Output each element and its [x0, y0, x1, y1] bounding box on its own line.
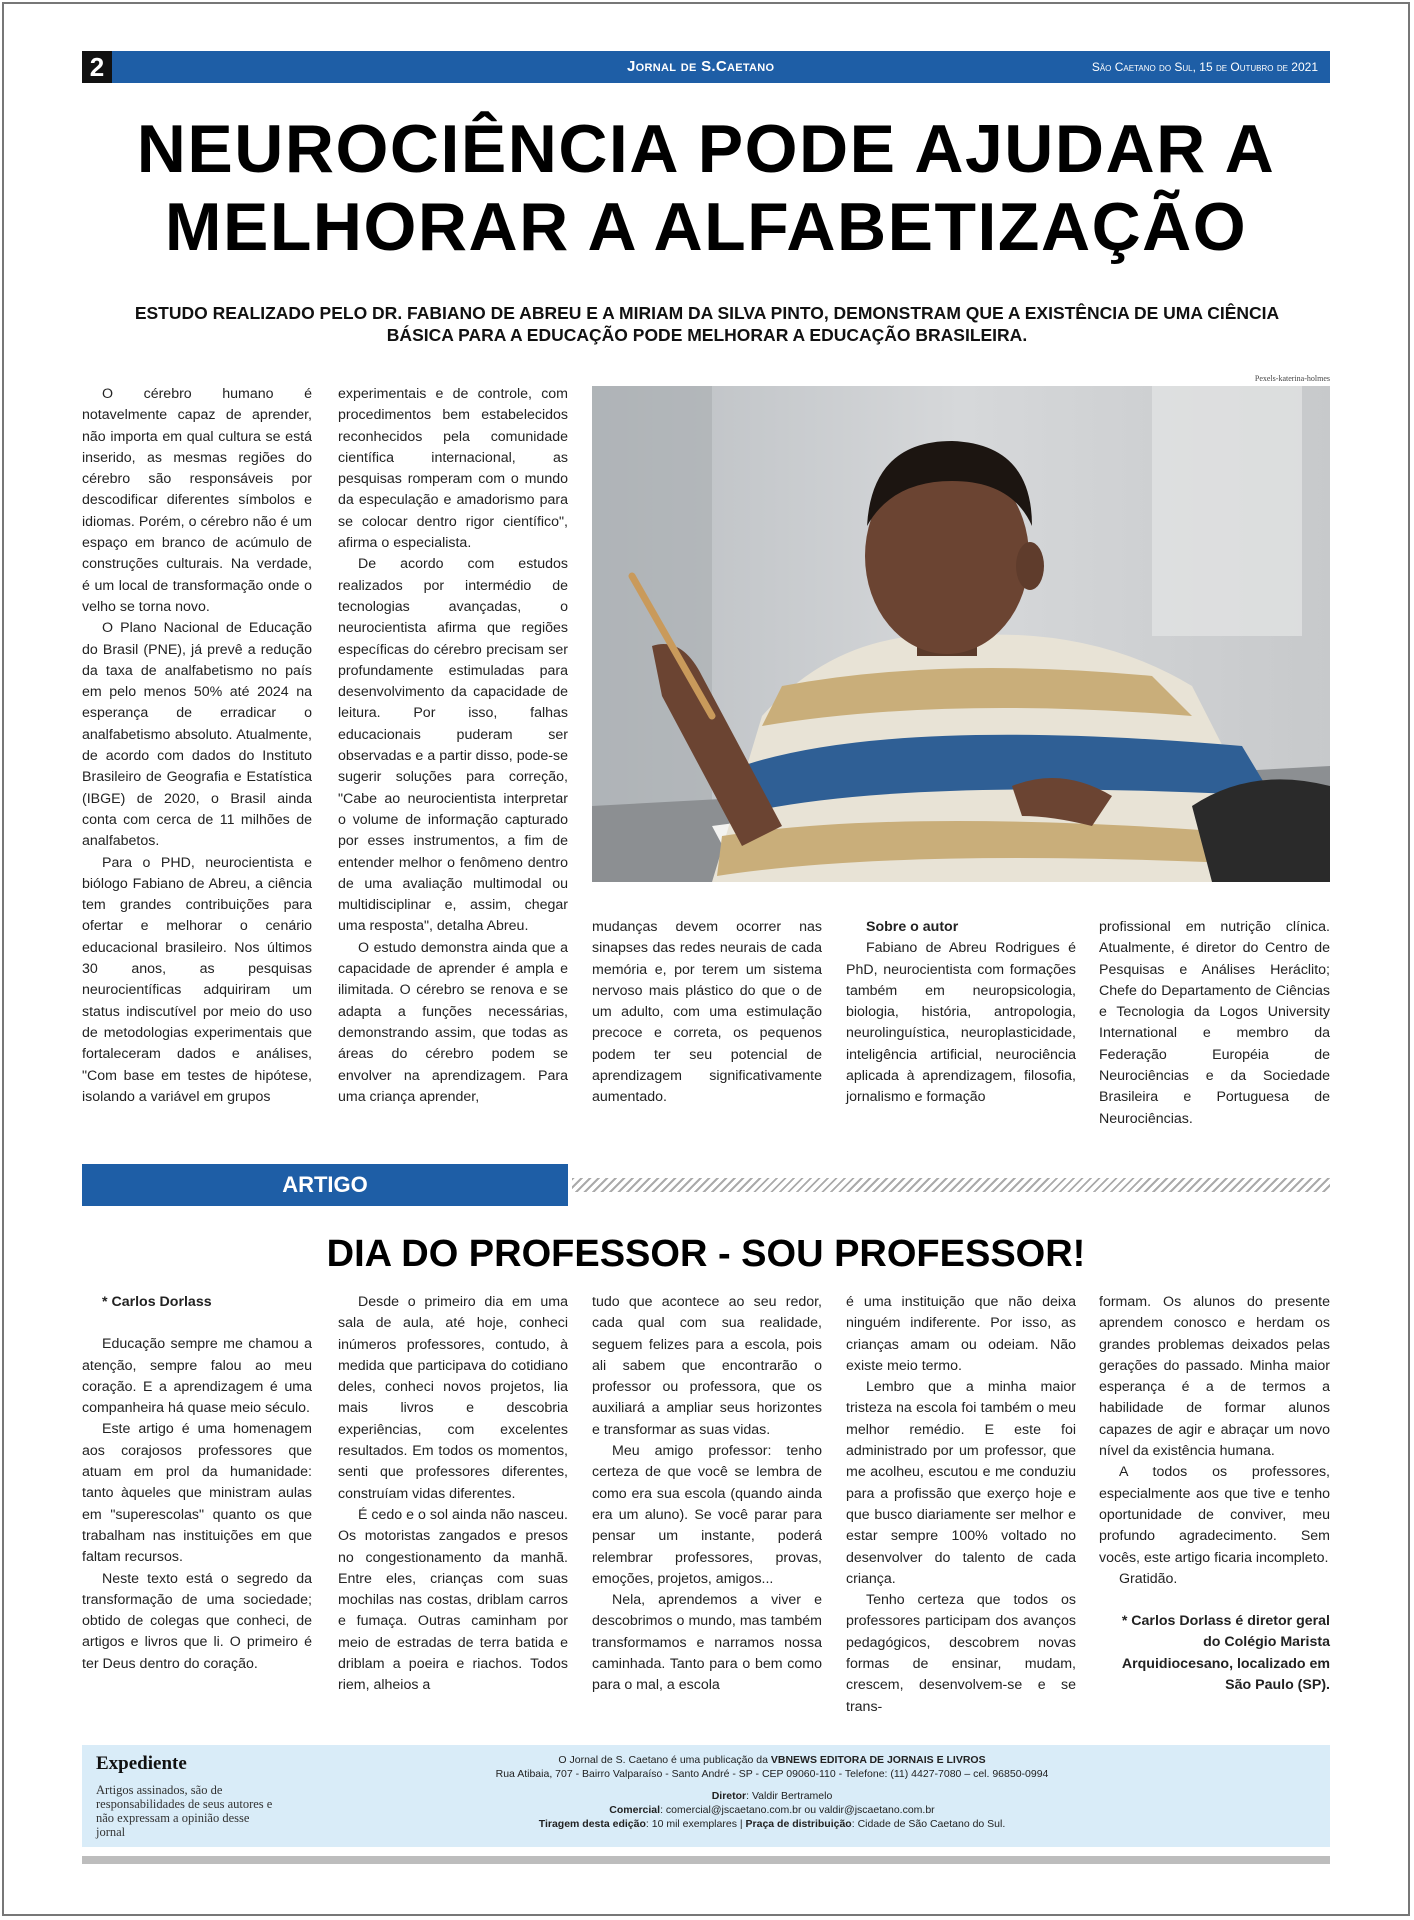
director-name: : Valdir Bertramelo: [746, 1790, 833, 1802]
subheadline: ESTUDO REALIZADO PELO DR. FABIANO DE ABREU E A MIRIAM DA SILVA PINTO, DEMONSTRAM QUE A EXISTÊNCIA DE UMA CIÊNCIA BÁSICA PARA A EDUCAÇÃO PODE MELHORAR A EDUCAÇÃO BRASILEIRA.: [134, 303, 1280, 345]
paragraph: profissional em nutrição clínica. Atualmente, é diretor do Centro de Pesquisas e Análises Heráclito; Chefe do Departamento de Ciências e Tecnologia da Logos University International e membro da Federação Européia de Neurociências e da Sociedade Brasileira e Portuguesa de Neurociências.: [1099, 919, 1330, 1127]
expediente-title: Expediente: [96, 1753, 187, 1774]
paragraph: Neste texto está o segredo da transformação de uma sociedade; obtido de colegas que conheci, de artigos e livros que li. O primeiro é ter Deus dentro do coração.: [82, 1570, 312, 1672]
boy-reading-photo: [592, 386, 1330, 882]
distribution-label: Praça de distribuição: [745, 1818, 852, 1830]
story-column-2: [338, 384, 568, 1108]
article-column-4: [846, 1292, 1076, 1718]
story-column-3: [592, 917, 822, 1109]
expediente-info: [382, 1753, 1162, 1831]
expediente-box: [82, 1745, 1330, 1847]
article-column-5: [1099, 1292, 1330, 1696]
bottom-rule: [82, 1856, 1330, 1864]
paragraph: Para o PHD, neurocientista e biólogo Fabiano de Abreu, a ciência tem grandes contribuições para ofertar e melhorar o cenário educacional brasileiro. Nos últimos 30 anos, as pesquisas neurocientíficas adquiriram um status indiscutível por meio do uso de metodologias experimentais que fortaleceram dados e análises, "Com base em testes de hipótese, isolando a variável em grupos: [82, 854, 312, 1105]
hatch-divider: [572, 1178, 1330, 1192]
story-column-4: [846, 917, 1076, 1109]
paragraph: tudo que acontece ao seu redor, cada qual com sua realidade, seguem felizes para a escola, pois ali sabem que encontrarão o professor ou professora, que os auxiliará a ampliar seus horizontes e transformar as suas vidas.: [592, 1294, 822, 1438]
address-line: Rua Atibaia, 707 - Bairro Valparaíso - Santo André - SP - CEP 09060-110 - Telefone: (11) 4427-7080 – cel. 96850-0994: [495, 1768, 1049, 1780]
paragraph: Meu amigo professor: tenho certeza de que você se lembra de como era sua escola (quando ainda era um aluno). Se você parar para pensar um instante, poderá relembrar professores, provas, emoções, projetos, amigos...: [592, 1443, 822, 1587]
commercial-emails: : comercial@jscaetano.com.br ou valdir@jscaetano.com.br: [660, 1804, 935, 1816]
paragraph: É cedo e o sol ainda não nasceu. Os motoristas zangados e presos no congestionamento da manhã. Entre eles, crianças com suas mochilas nas costas, driblam carros e fumaça. Outras caminham por meio de estradas de terra batida e driblam a poeira e riachos. Todos riem, alheios a: [338, 1506, 568, 1694]
publisher-name: VBNEWS EDITORA DE JORNAIS E LIVROS: [770, 1754, 986, 1766]
story-photo: [592, 386, 1330, 882]
paragraph: formam. Os alunos do presente aprendem conosco e herdam os grandes problemas deixados pelas gerações do passado. Minha maior esperança é a de termos a habilidade de formar alunos capazes de agir e abraçar um novo nível da existência humana.: [1099, 1294, 1330, 1460]
headline: NEUROCIÊNCIA PODE AJUDAR A MELHORAR A ALFABETIZAÇÃO: [136, 111, 1276, 265]
publisher-prefix: O Jornal de S. Caetano é uma publicação da: [558, 1754, 771, 1766]
section-label: ARTIGO: [282, 1172, 368, 1197]
article-column-1: [82, 1292, 312, 1675]
expediente-note: Artigos assinados, são de responsabilidades de seus autores e não expressam a opinião desse jornal: [96, 1783, 273, 1839]
byline: * Carlos Dorlass: [102, 1294, 212, 1310]
article-column-3: [592, 1292, 822, 1697]
article-title: DIA DO PROFESSOR - SOU PROFESSOR!: [326, 1233, 1086, 1275]
paragraph: O cérebro humano é notavelmente capaz de aprender, não importa em qual cultura se está inserido, as mesmas regiões do cérebro são responsáveis por descodificar diferentes símbolos e idiomas. Porém, o cérebro não é um espaço em branco de acúmulo de construções culturais. Na verdade, é um local de transformação onde o velho se torna novo.: [82, 386, 312, 615]
article-column-2: [338, 1292, 568, 1697]
photo-credit: Pexels-katerina-holmes: [1254, 374, 1330, 383]
author-note: * Carlos Dorlass é diretor geral do Colégio Marista Arquidiocesano, localizado em São Paulo (SP).: [1121, 1613, 1330, 1694]
director-label: Diretor: [711, 1790, 747, 1802]
story-column-1: [82, 384, 312, 1108]
page-number: 2: [82, 51, 112, 83]
paragraph: Este artigo é uma homenagem aos corajosos professores que atuam em prol da humanidade: tanto àqueles que ministram aulas em "superescolas" quanto os que trabalham nas instituições em que faltam recursos.: [82, 1421, 312, 1566]
header-bar: [82, 51, 1330, 83]
masthead: Jornal de S.Caetano: [627, 58, 775, 75]
distribution: : Cidade de São Caetano do Sul.: [851, 1818, 1006, 1830]
print-run-label: Tiragem desta edição: [538, 1818, 646, 1830]
paragraph: Fabiano de Abreu Rodrigues é PhD, neurocientista com formações também em neuropsicologia, biologia, história, antropologia, neurolinguística, neuroplasticidade, inteligência artificial, neurociência aplicada à aprendizagem, filosofia, jornalismo e formação: [846, 940, 1076, 1106]
print-run: : 10 mil exemplares |: [645, 1818, 746, 1830]
paragraph: Desde o primeiro dia em uma sala de aula, até hoje, conheci inúmeros professores, contudo, à medida que participava do cotidiano deles, conheci novos projetos, lia mais livros e descobria experiências, com excelentes resultados. Em todos os momentos, senti que professores diferentes, construíam vidas diferentes.: [338, 1294, 568, 1502]
paragraph: Tenho certeza que todos os professores participam dos avanços pedagógicos, descobrem novas formas de ensinar, mudam, crescem, desenvolvem-se e se trans-: [846, 1592, 1076, 1715]
paragraph: Gratidão.: [1119, 1570, 1178, 1587]
paragraph: experimentais e de controle, com procedimentos bem estabelecidos reconhecidos pela comunidade científica internacional, as pesquisas romperam com o mundo da especulação e amadorismo para se colocar dentro rigor científico", afirma o especialista.: [338, 386, 568, 552]
paragraph: Nela, aprendemos a viver e descobrimos o mundo, mas também transformamos e narramos nossa caminhada. Tanto para o bem como para o mal, a escola: [592, 1592, 822, 1694]
paragraph: A todos os professores, especialmente aos que tive e tenho oportunidade de conviver, meu profundo agradecimento. Sem vocês, este artigo ficaria incompleto.: [1099, 1464, 1330, 1566]
paragraph: mudanças devem ocorrer nas sinapses das redes neurais de cada memória e, por terem um sistema nervoso mais plástico do que o de um adulto, com uma estimulação precoce e correta, os pequenos podem ter seu potencial de aprendizagem significativamente aumentado.: [592, 919, 822, 1106]
commercial-label: Comercial: [609, 1804, 661, 1816]
paragraph: O estudo demonstra ainda que a capacidade de aprender é ampla e ilimitada. O cérebro se renova e se adapta a funções necessárias, demonstrando assim, que todas as áreas do cérebro podem se envolver na aprendizagem. Para uma criança aprender,: [338, 939, 568, 1105]
paragraph: De acordo com estudos realizados por intermédio de tecnologias avançadas, o neurocientista afirma que regiões específicas do cérebro precisam ser profundamente estimuladas para desenvolvimento da capacidade de leitura. Por isso, falhas educacionais puderam ser observadas e a partir disso, pode-se sugerir soluções para correção, "Cabe ao neurocientista interpretar o volume de informação capturado por esses instrumentos, a fim de entender melhor o fenômeno dentro de uma avaliação multimodal ou multidisciplinar e, assim, chegar uma resposta", detalha Abreu.: [338, 556, 568, 935]
dateline: São Caetano do Sul, 15 de Outubro de 2021: [1091, 60, 1318, 74]
paragraph: Educação sempre me chamou a atenção, sempre falou ao meu coração. E a aprendizagem é uma companheira há quase meio século.: [82, 1336, 312, 1417]
section-bar: [82, 1164, 568, 1206]
paragraph: Lembro que a minha maior tristeza na escola foi também o meu melhor remédio. E este foi administrado por um professor, que me acolheu, escutou e me conduziu para a profissão que exerço hoje e que busco diariamente ser melhor e estar sempre 100% voltado no desenvolver do talento de cada criança.: [846, 1379, 1076, 1587]
story-column-5: [1099, 917, 1330, 1130]
paragraph: é uma instituição que não deixa ninguém indiferente. Por isso, as crianças amam ou odeiam. Não existe meio termo.: [846, 1294, 1076, 1374]
paragraph: O Plano Nacional de Educação do Brasil (PNE), já prevê a redução da taxa de analfabetismo no país em pelo menos 50% até 2024 na esperança de erradicar o analfabetismo absoluto. Atualmente, de acordo com dados do Instituto Brasileiro de Geografia e Estatística (IBGE) de 2020, o Brasil ainda conta com cerca de 11 milhões de analfabetos.: [82, 620, 312, 850]
about-author-title: Sobre o autor: [866, 919, 959, 935]
